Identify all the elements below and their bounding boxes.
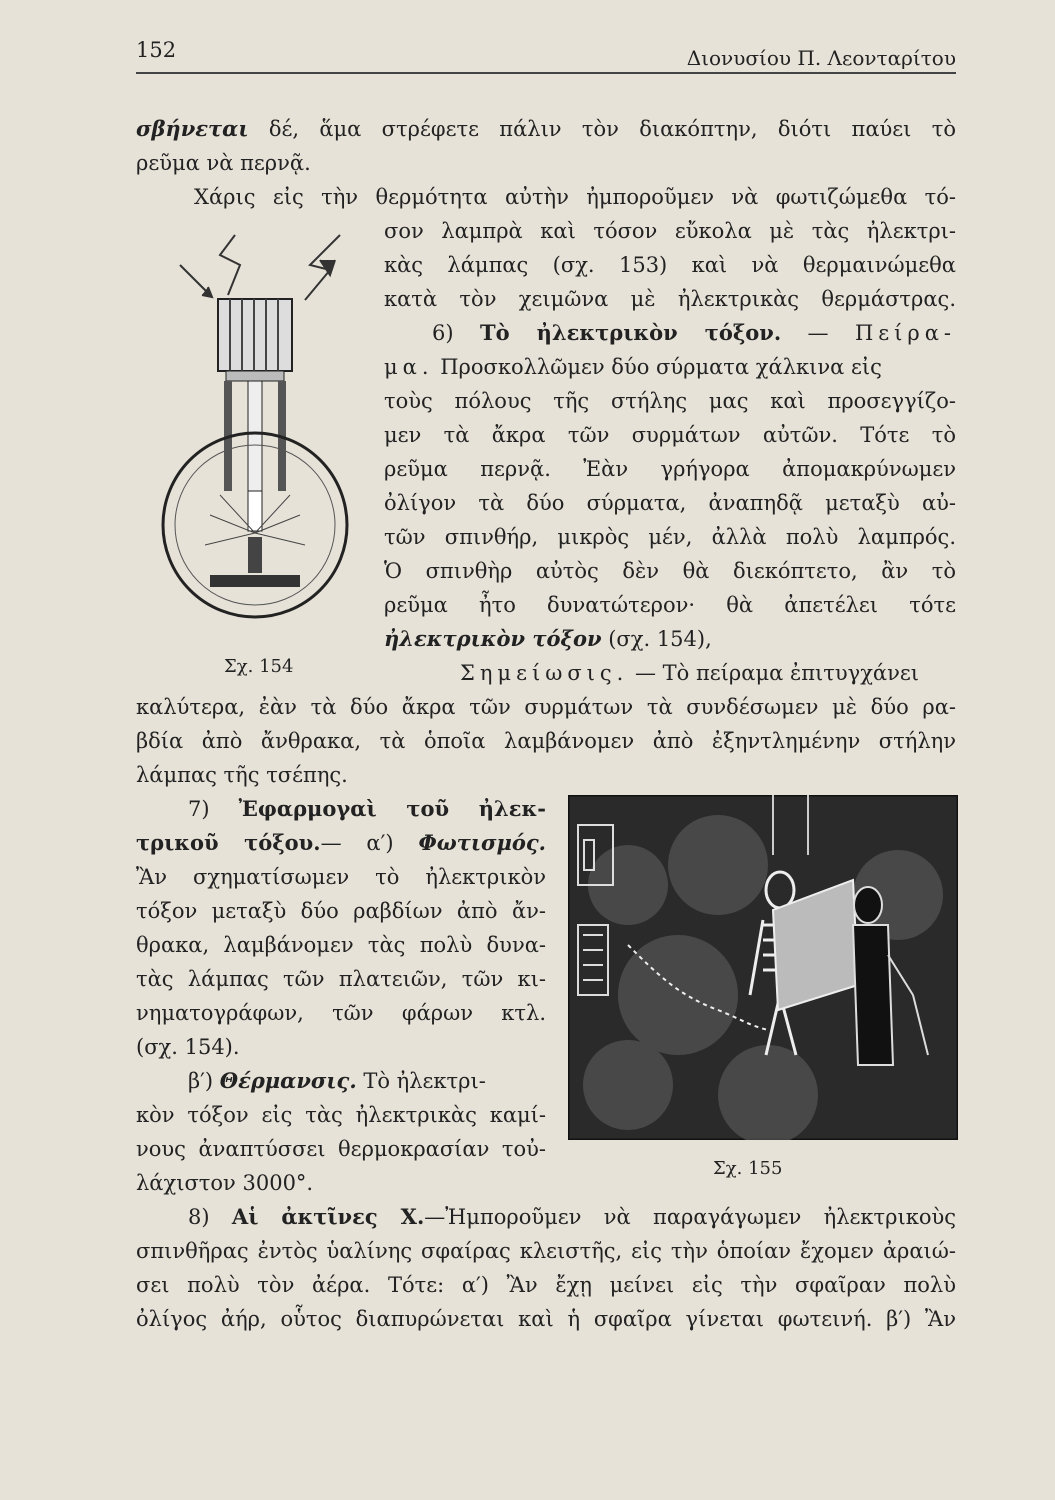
section-8-text: 8) Αἱ ἀκτῖνες Χ.—Ἠμποροῦμεν νὰ παραγάγωμεν ἠλεκτρικοὺς σπινθῆρας ἐντὸς ὑαλίνης σφαίρας κλειστῆς, εἰς τὴν ὁποίαν ἔχομεν ἀραιώ- σει πολὺ τὸν ἀέρα. Τότε: α′) Ἂν ἔχῃ μείνει εἰς τὴν σφαῖραν πολὺ ὀλίγος ἀήρ, οὗτος διαπυρώνεται καὶ ἡ σφαῖρα γίνεται φωτεινή. β′) Ἂν [136,1200,956,1336]
page-number: 152 [136,38,177,62]
running-title: Διονυσίου Π. Λεονταρίτου [686,46,956,70]
note-paragraph: καλύτερα, ἐὰν τὰ δύο ἄκρα τῶν συρμάτων τὰ συνδέσωμεν μὲ δύο ρα- βδία ἀπὸ ἄνθρακα, τὰ ὁποῖα λαμβάνομεν ἀπὸ ἐξηντλημένην στήλην λάμπας τῆς τσέπης. [136,695,956,787]
figure-154-caption: Σχ. 154 [224,656,294,677]
lamp-socket [218,299,292,491]
opening-paragraph: σβήνεται δέ, ἅμα στρέφετε πάλιν τὸν διακόπτην, διότι παύει τὸ ρεῦμα νὰ περνᾷ. Χάρις εἰς τὴν θερμότητα αὐτὴν ἠμποροῦμεν νὰ φωτιζώμεθα τό- [136,116,956,209]
right-column-text: σον λαμπρὰ καὶ τόσον εὔκολα μὲ τὰς ἠλεκτρι- κὰς λάμπας (σχ. 153) καὶ νὰ θερμαινώμεθα κατὰ τὸν χειμῶνα μὲ ἠλεκτρικὰς θερμάστρας. 6) Τὸ ἠλεκτρικὸν τόξον. — Πείρα- μα. Προσκολλῶμεν δύο σύρματα χάλκινα εἰς τοὺς πόλους τῆς στήλης μας καὶ προσεγγίζο- μεν τὰ ἄκρα τῶν συρμάτων αὐτῶν. Τότε τὸ ρεῦμα περνᾷ. Ἐὰν γρήγορα ἀπομακρύνωμεν ὀλίγον τὰ δύο σύρματα, ἀναπηδᾷ μεταξὺ αὐ- τῶν σπινθήρ, μικρὸς μέν, ἀλλὰ πολὺ λαμπρός. Ὁ σπινθὴρ αὐτὸς δὲν θὰ διεκόπτετο, ἂν τὸ ρεῦμα ἦτο δυνατώτερον· θὰ ἀπετέλει τότε ἠλεκτρικὸν τόξον (σχ. 154), Σημείωσις. — Τὸ πείραμα ἐπιτυγχάνει [384,214,956,690]
section-7b-heading: β′) Θέρμανσις. Τὸ ἠλεκτρι- [188,1068,486,1093]
page-header [136,38,956,72]
figure-155-caption: Σχ. 155 [713,1158,783,1179]
figure-155-xray-scene [568,795,958,1140]
note-heading: Σημείωσις. — Τὸ πείραμα ἐπιτυγχάνει [460,661,919,685]
section-7-text: 7) Ἐφαρμογαὶ τοῦ ἠλεκ- τρικοῦ τόξου.— α′) Φωτισμός. Ἂν σχηματίσωμεν τὸ ἠλεκτρικὸν τόξον μεταξὺ δύο ραβδίων ἀπὸ ἄν- θρακα, λαμβάνομεν τὰς πολὺ δυνα- τὰς λάμπας τῶν πλατειῶν, τῶν κι- νηματογράφων, τῶν φάρων κτλ. (σχ. 154). β′) Θέρμανσις. Τὸ ἠλεκτρι- κὸν τόξον εἰς τὰς ἠλεκτρικὰς καμί- νους ἀναπτύσσει θερμοκρασίαν τοὐ- λάχιστον 3000°. [136,792,546,1200]
section-7-heading: 7) Ἐφαρμογαὶ τοῦ ἠλεκ- [188,796,546,821]
header-rule [136,72,956,74]
section-6-heading: 6) Τὸ ἠλεκτρικὸν τόξον. — Πείρα- [432,320,957,345]
figure-154-arc-lamp [150,225,380,655]
section-8-heading: 8) Αἱ ἀκτῖνες Χ.—Ἠμποροῦμεν νὰ παραγάγωμεν ἠλεκτρικοὺς [188,1204,957,1229]
arrow-icon [180,235,340,300]
